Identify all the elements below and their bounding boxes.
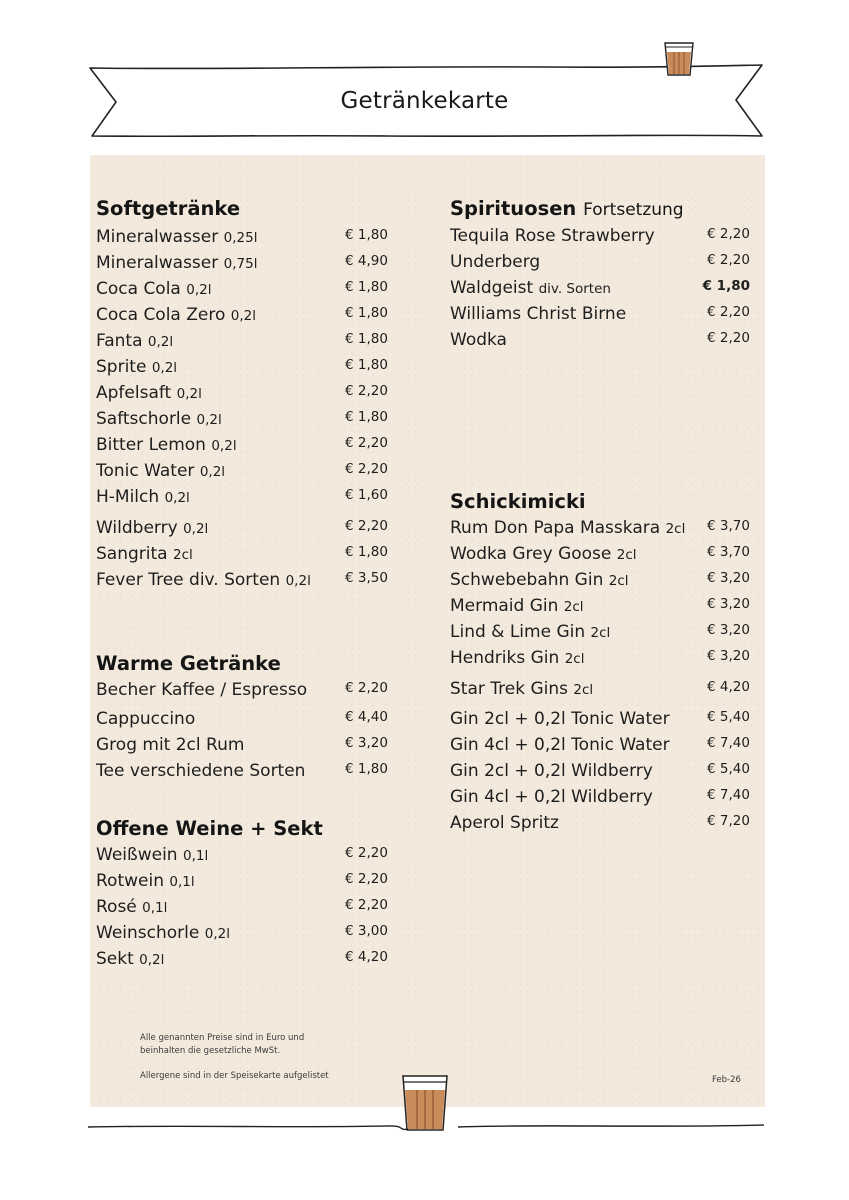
menu-item-label: Mineralwasser: [96, 253, 219, 273]
menu-item-quantity: 0,2l: [199, 464, 226, 480]
menu-item-quantity: 0,2l: [211, 438, 237, 454]
menu-item-price: € 2,20: [707, 252, 750, 268]
menu-item-label: Tonic Water: [96, 461, 195, 481]
menu-item-quantity: 2cl: [573, 682, 594, 698]
menu-item-price: € 3,00: [345, 923, 388, 939]
menu-item-label: Fanta: [96, 331, 143, 351]
menu-item-name: [450, 735, 670, 755]
allergen-note: Allergene sind in der Speisekarte aufgelistet: [140, 1071, 329, 1081]
menu-item-price: € 3,50: [345, 570, 388, 586]
menu-item-name: [96, 871, 195, 891]
menu-item-label: Rum Don Papa Masskara: [450, 518, 661, 538]
menu-item: [96, 487, 388, 511]
menu-item-name: [96, 518, 208, 538]
menu-item: [96, 570, 388, 594]
menu-item: [450, 648, 750, 672]
menu-item: [96, 357, 388, 381]
menu-item: [450, 735, 750, 759]
menu-item-name: [96, 735, 244, 755]
menu-item-price: € 7,40: [707, 787, 750, 803]
menu-item-name: [450, 252, 540, 272]
menu-item: [96, 544, 388, 568]
menu-item: [96, 845, 388, 869]
edition-date: Feb-26: [712, 1075, 741, 1085]
menu-item-quantity: 0,2l: [285, 573, 311, 589]
menu-item-label: Lind & Lime Gin: [450, 622, 586, 642]
price-note: [140, 1032, 304, 1058]
menu-item-quantity: 0,2l: [147, 334, 174, 350]
menu-item-quantity: 0,2l: [186, 282, 212, 298]
menu-item-label: Weißwein: [96, 845, 178, 865]
menu-item-price: € 1,80: [702, 278, 750, 294]
menu-item: [450, 518, 750, 542]
page-title: Getränkekarte: [340, 88, 509, 114]
menu-item-label: Becher Kaffee / Espresso: [96, 680, 308, 700]
menu-item-price: € 4,20: [707, 679, 750, 695]
menu-item-quantity: 0,2l: [230, 308, 257, 324]
menu-item-label: Aperol Spritz: [450, 813, 559, 833]
menu-item: [96, 897, 388, 921]
menu-item-quantity: 0,1l: [182, 848, 209, 864]
menu-item-price: € 2,20: [345, 435, 388, 451]
menu-item-quantity: 2cl: [665, 521, 686, 537]
menu-item-label: Hendriks Gin: [450, 648, 560, 668]
menu-item-quantity: 0,2l: [196, 412, 222, 428]
menu-item-label: Weinschorle: [96, 923, 200, 943]
menu-item: [96, 253, 388, 277]
menu-item-label: Wodka Grey Goose: [450, 544, 612, 564]
menu-item-quantity: 0,75l: [223, 256, 258, 272]
menu-item-name: [96, 409, 222, 429]
menu-item-name: [96, 227, 257, 247]
menu-item: [450, 622, 750, 646]
section-title: [450, 197, 684, 220]
menu-item-price: € 3,20: [707, 622, 750, 638]
menu-item: [96, 735, 388, 759]
menu-item-name: [96, 305, 256, 325]
menu-item-price: € 3,20: [707, 570, 750, 586]
menu-item-label: Cappuccino: [96, 709, 196, 729]
menu-item-label: Saftschorle: [96, 409, 192, 429]
menu-item: [96, 709, 388, 733]
menu-item: [450, 596, 750, 620]
menu-item-label: Wildberry: [96, 518, 178, 538]
menu-item-label: Coca Cola: [96, 279, 181, 299]
section-title-text: Warme Getränke: [96, 652, 281, 675]
menu-item-quantity: 2cl: [563, 599, 584, 615]
menu-item: [450, 709, 750, 733]
price-note-line-2: beinhalten die gesetzliche MwSt.: [140, 1046, 281, 1056]
menu-item: [450, 813, 750, 837]
menu-item-price: € 4,90: [345, 253, 388, 269]
menu-item-label: Wodka: [450, 330, 507, 350]
section-title-text: Softgetränke: [96, 197, 241, 220]
menu-item-label: Sprite: [96, 357, 147, 377]
menu-item-label: Waldgeist: [450, 278, 534, 298]
menu-item-price: € 2,20: [345, 845, 388, 861]
menu-item-name: [96, 761, 305, 781]
menu-item-name: [450, 278, 611, 298]
menu-item-price: € 1,80: [345, 357, 388, 373]
menu-item-name: [96, 383, 202, 403]
menu-item-name: [450, 544, 637, 564]
menu-item: [96, 923, 388, 947]
menu-item-label: Coca Cola Zero: [96, 305, 226, 325]
menu-item-label: H-Milch: [96, 487, 160, 507]
menu-item-label: Star Trek Gins: [450, 679, 569, 699]
menu-item-label: Bitter Lemon: [96, 435, 206, 455]
menu-item-name: [450, 596, 584, 616]
menu-item-name: [96, 331, 173, 351]
menu-item-name: [450, 813, 559, 833]
menu-item-price: € 3,20: [707, 596, 750, 612]
price-note-line-1: Alle genannten Preise sind in Euro und: [140, 1033, 305, 1043]
menu-item: [96, 761, 388, 785]
menu-item: [450, 252, 750, 276]
menu-item: [450, 761, 750, 785]
menu-item-name: [96, 897, 167, 917]
menu-item-label: Sangrita: [96, 544, 168, 564]
menu-item-name: [450, 648, 584, 668]
menu-item-name: [450, 679, 593, 699]
menu-item-price: € 3,70: [707, 518, 750, 534]
menu-item-quantity: 0,2l: [176, 386, 202, 402]
menu-item-label: Gin 2cl + 0,2l Tonic Water: [450, 709, 670, 729]
menu-item-quantity: 0,2l: [151, 360, 178, 376]
menu-item: [450, 226, 750, 250]
menu-item-label: Rosé: [96, 897, 137, 917]
menu-item: [96, 680, 388, 704]
menu-item-price: € 2,20: [345, 871, 388, 887]
menu-item: [96, 279, 388, 303]
menu-item-quantity: 2cl: [608, 573, 629, 589]
menu-item-name: [450, 622, 610, 642]
menu-item: [450, 544, 750, 568]
menu-item-price: € 2,20: [707, 226, 750, 242]
menu-item: [96, 871, 388, 895]
menu-item-name: [96, 253, 257, 273]
menu-item-label: Fever Tree div. Sorten: [96, 570, 281, 590]
menu-item-price: € 3,20: [707, 648, 750, 664]
menu-item-name: [450, 304, 626, 324]
menu-item-name: [96, 435, 237, 455]
menu-item-name: [96, 544, 193, 564]
menu-item: [450, 330, 750, 354]
section-title-text: Spirituosen: [450, 197, 577, 220]
section-subtitle: Fortsetzung: [583, 200, 684, 220]
menu-item: [450, 304, 750, 328]
menu-item-price: € 3,70: [707, 544, 750, 560]
menu-item-name: [96, 357, 177, 377]
menu-item-price: € 1,60: [345, 487, 388, 503]
menu-item-name: [450, 570, 629, 590]
menu-item-name: [96, 279, 212, 299]
menu-item-label: Sekt: [96, 949, 134, 969]
menu-item: [96, 461, 388, 485]
menu-item: [96, 305, 388, 329]
menu-item-quantity: 2cl: [564, 651, 585, 667]
menu-item-price: € 4,20: [345, 949, 388, 965]
menu-item-label: Gin 2cl + 0,2l Wildberry: [450, 761, 653, 781]
menu-item-price: € 2,20: [707, 304, 750, 320]
menu-item: [96, 518, 388, 542]
menu-item-price: € 2,20: [345, 518, 388, 534]
menu-item-price: € 7,20: [707, 813, 750, 829]
menu-item-label: Williams Christ Birne: [450, 304, 627, 324]
menu-item-quantity: 2cl: [590, 625, 611, 641]
section-title-text: Offene Weine + Sekt: [96, 817, 323, 840]
menu-item: [450, 787, 750, 811]
menu-item-quantity: 0,1l: [142, 900, 168, 916]
menu-item-name: [450, 761, 653, 781]
menu-item-label: Rotwein: [96, 871, 164, 891]
menu-item-price: € 7,40: [707, 735, 750, 751]
menu-item-label: Mineralwasser: [96, 227, 219, 247]
menu-item-name: [450, 226, 655, 246]
menu-item-price: € 1,80: [345, 544, 388, 560]
bottom-divider: [86, 1115, 766, 1145]
menu-item-name: [450, 518, 685, 538]
menu-item-label: Gin 4cl + 0,2l Wildberry: [450, 787, 653, 807]
menu-item-label: Tee verschiedene Sorten: [96, 761, 306, 781]
menu-item-quantity: div. Sorten: [538, 281, 611, 297]
menu-item-name: [96, 709, 195, 729]
menu-item-name: [450, 787, 653, 807]
section-title-text: Schickimicki: [450, 490, 586, 513]
menu-item-price: € 2,20: [345, 897, 388, 913]
section-title: [96, 652, 281, 675]
menu-item-quantity: 0,2l: [164, 490, 190, 506]
menu-item-name: [96, 487, 190, 507]
menu-item-name: [96, 680, 307, 700]
menu-item-quantity: 0,25l: [223, 230, 258, 246]
glass-icon: [663, 40, 695, 78]
menu-item-price: € 1,80: [345, 305, 388, 321]
menu-item: [450, 278, 750, 302]
menu-item-name: [450, 330, 507, 350]
menu-item-name: [96, 923, 230, 943]
menu-item-price: € 1,80: [345, 279, 388, 295]
menu-item: [96, 227, 388, 251]
menu-item-label: Mermaid Gin: [450, 596, 559, 616]
menu-item: [96, 949, 388, 973]
menu-item: [96, 435, 388, 459]
menu-item-name: [450, 709, 670, 729]
menu-item-price: € 1,80: [345, 761, 388, 777]
menu-item: [450, 570, 750, 594]
menu-item-name: [96, 845, 208, 865]
menu-item-price: € 2,20: [345, 680, 388, 696]
menu-item-quantity: 2cl: [616, 547, 637, 563]
menu-item-label: Gin 4cl + 0,2l Tonic Water: [450, 735, 670, 755]
section-title: [96, 197, 240, 220]
menu-item-label: Schwebebahn Gin: [450, 570, 604, 590]
menu-item: [96, 383, 388, 407]
menu-item-quantity: 0,2l: [204, 926, 230, 942]
menu-item-name: [96, 570, 311, 590]
section-title: [450, 490, 586, 513]
menu-item-price: € 1,80: [345, 331, 388, 347]
menu-item-label: Grog mit 2cl Rum: [96, 735, 245, 755]
section-title: [96, 817, 323, 840]
menu-item: [96, 331, 388, 355]
menu-item-price: € 5,40: [707, 709, 750, 725]
menu-item-quantity: 0,2l: [183, 521, 209, 537]
menu-item-label: Apfelsaft: [96, 383, 172, 403]
menu-item: [450, 679, 750, 703]
menu-item-quantity: 2cl: [172, 547, 193, 563]
menu-item-label: Tequila Rose Strawberry: [450, 226, 655, 246]
menu-item-name: [96, 461, 225, 481]
menu-item-price: € 2,20: [345, 383, 388, 399]
menu-item-name: [96, 949, 164, 969]
menu-item: [96, 409, 388, 433]
menu-item-quantity: 0,1l: [169, 874, 195, 890]
menu-item-price: € 3,20: [345, 735, 388, 751]
menu-item-price: € 2,20: [707, 330, 750, 346]
menu-item-price: € 5,40: [707, 761, 750, 777]
menu-item-price: € 1,80: [345, 227, 388, 243]
menu-item-label: Underberg: [450, 252, 541, 272]
menu-item-price: € 4,40: [345, 709, 388, 725]
menu-item-price: € 1,80: [345, 409, 388, 425]
menu-item-quantity: 0,2l: [139, 952, 165, 968]
menu-item-price: € 2,20: [345, 461, 388, 477]
